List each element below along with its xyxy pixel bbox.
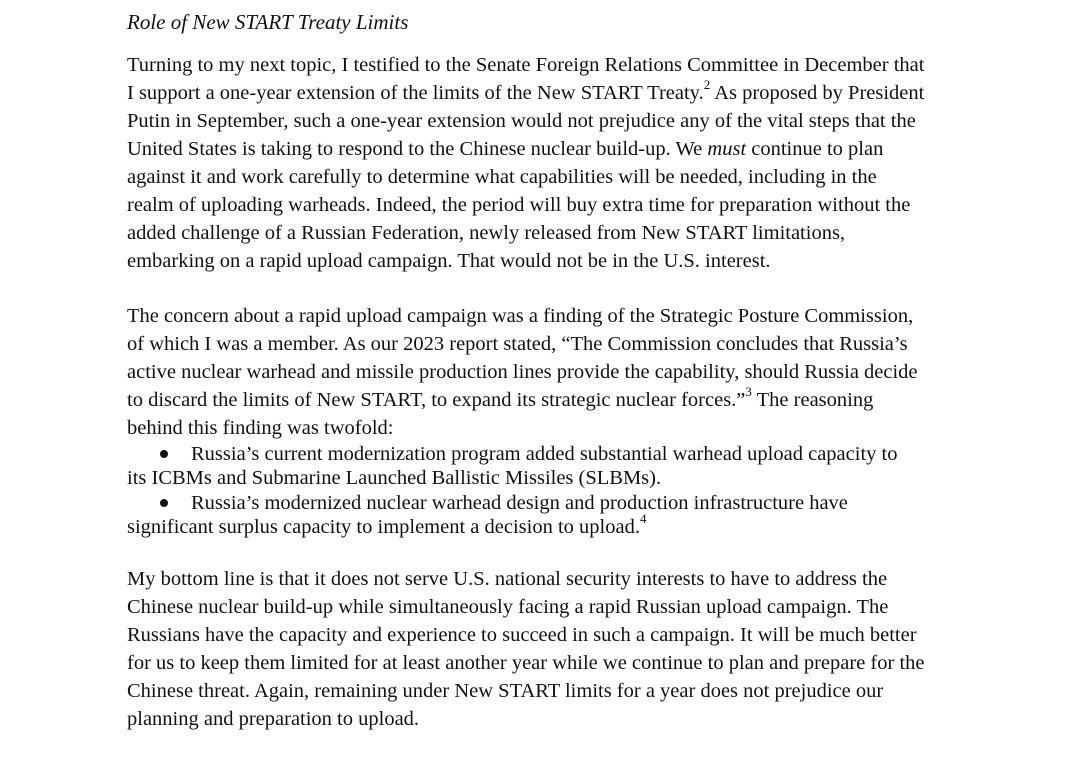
paragraph-strategic-posture-commission	[127, 302, 957, 442]
text-run: significant surplus capacity to implement a decision to upload.	[127, 516, 640, 538]
text-line	[127, 386, 957, 414]
text-line: Chinese nuclear build-up while simultaneously facing a rapid Russian upload campaign. The	[127, 596, 889, 618]
paragraph-spacer	[127, 540, 957, 565]
document-page	[127, 8, 957, 733]
emphasis-must: must	[707, 138, 747, 160]
text-run: The reasoning	[751, 389, 874, 411]
bullet-continuation: its ICBMs and Submarine Launched Ballistic Missiles (SLBMs).	[127, 467, 662, 489]
text-line: The concern about a rapid upload campaign was a finding of the Strategic Posture Commission,	[127, 305, 914, 327]
text-line: planning and preparation to upload.	[127, 708, 420, 730]
text-run: As proposed by President	[710, 82, 925, 104]
section-heading: Role of New START Treaty Limits	[127, 10, 409, 34]
text-line: Putin in September, such a one-year extension would not prejudice any of the vital steps that the	[127, 110, 916, 132]
bullet-dot-icon	[160, 450, 168, 458]
text-line: added challenge of a Russian Federation, newly released from New START limitations,	[127, 222, 846, 244]
text-line: Chinese threat. Again, remaining under New START limits for a year does not prejudice our	[127, 680, 884, 702]
footnote-ref-4: 4	[639, 511, 647, 527]
paragraph-spacer	[127, 275, 957, 302]
text-line: for us to keep them limited for at least another year while we continue to plan and prepare for the	[127, 652, 925, 674]
text-line: My bottom line is that it does not serve U.S. national security interests to have to address the	[127, 568, 888, 590]
footnote-ref-2: 2	[703, 77, 711, 93]
paragraph-new-start-extension	[127, 51, 957, 275]
bullet-continuation	[127, 511, 957, 540]
text-line: embarking on a rapid upload campaign. That would not be in the U.S. interest.	[127, 250, 771, 272]
text-run: I support a one-year extension of the limits of the New START Treaty.	[127, 82, 704, 104]
footnote-ref-3: 3	[745, 384, 752, 400]
bullet-item	[127, 442, 957, 466]
text-line: Russians have the capacity and experience to succeed in such a campaign. It will be much better	[127, 624, 917, 646]
bullet-text: Russia’s current modernization program added substantial warhead upload capacity to	[191, 443, 898, 465]
text-line: of which I was a member. As our 2023 report stated, “The Commission concludes that Russia’s	[127, 333, 908, 355]
text-line: Turning to my next topic, I testified to the Senate Foreign Relations Committee in December that	[127, 54, 925, 76]
text-line	[127, 135, 957, 163]
bullet-dot-icon	[160, 499, 168, 507]
text-line	[127, 79, 957, 107]
text-run: United States is taking to respond to the Chinese nuclear build-up. We	[127, 138, 708, 160]
bullet-item	[127, 491, 957, 515]
text-line: active nuclear warhead and missile production lines provide the capability, should Russia decide	[127, 361, 918, 383]
text-line: realm of uploading warheads. Indeed, the period will buy extra time for preparation without the	[127, 194, 911, 216]
paragraph-bottom-line	[127, 565, 957, 733]
text-run: to discard the limits of New START, to expand its strategic nuclear forces.”	[127, 389, 746, 411]
text-line: against it and work carefully to determine what capabilities will be needed, including in the	[127, 166, 877, 188]
text-run: continue to plan	[746, 138, 884, 160]
text-line: behind this finding was twofold:	[127, 417, 394, 439]
bullet-list	[127, 442, 957, 540]
bullet-text: Russia’s modernized nuclear warhead design and production infrastructure have	[191, 492, 848, 514]
